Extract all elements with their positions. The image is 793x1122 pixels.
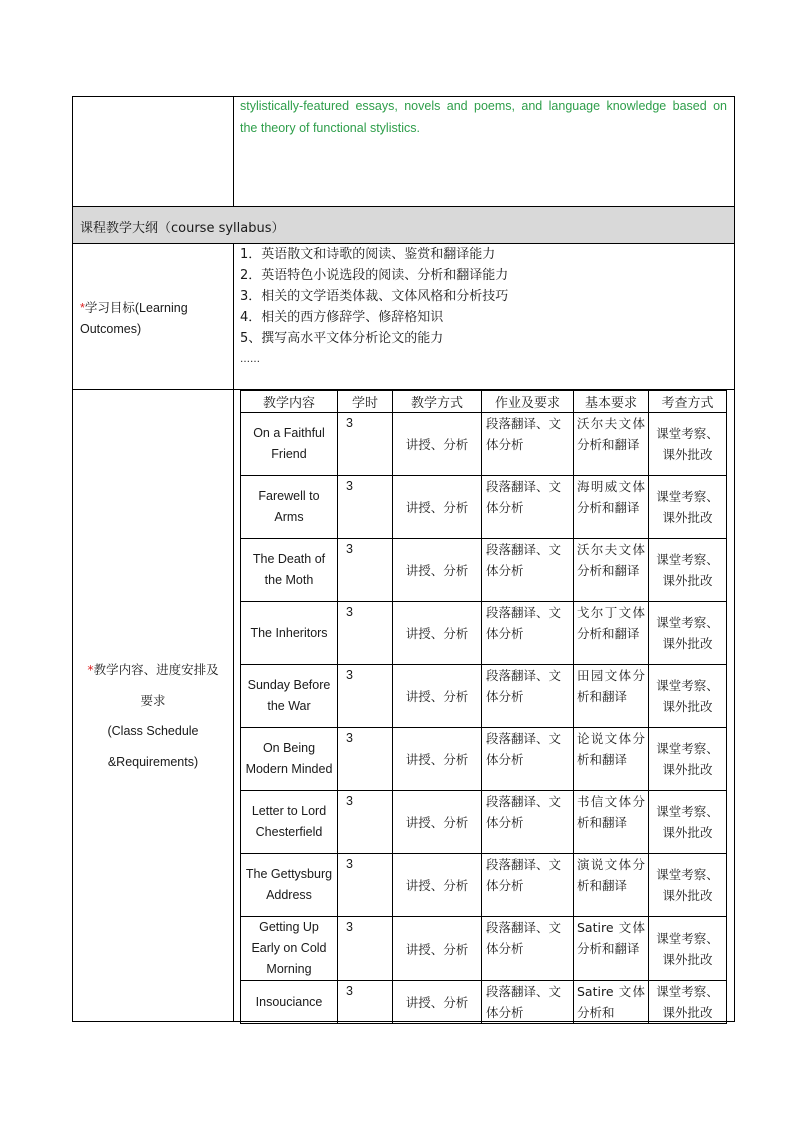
- outcomes-label: [80, 298, 188, 340]
- required-star: *: [80, 301, 85, 315]
- cell-content: Sunday Before the War: [241, 665, 338, 728]
- cell-assessment: 课堂考察、课外批改: [649, 602, 727, 665]
- cell-method: 讲授、分析: [393, 539, 482, 602]
- cell-basic: 书信文体分析和翻译: [574, 791, 649, 854]
- cell-hours: 3: [338, 539, 393, 602]
- table-row: [241, 981, 727, 1024]
- header-content: 教学内容: [241, 391, 338, 413]
- cell-basic: 戈尔丁文体分析和翻译: [574, 602, 649, 665]
- cell-method: 讲授、分析: [393, 476, 482, 539]
- table-row: [241, 602, 727, 665]
- outcomes-label-line-1: 学习目标(Learning: [84, 301, 188, 315]
- rule-col-divider-2: [233, 243, 234, 1021]
- cell-hours: 3: [338, 476, 393, 539]
- table-row: [241, 476, 727, 539]
- cell-content: Insouciance: [241, 981, 338, 1024]
- cell-hours: 3: [338, 917, 393, 981]
- outcomes-label-line-2: Outcomes): [80, 322, 142, 336]
- cell-assessment: 课堂考察、课外批改: [649, 981, 727, 1024]
- cell-homework: 段落翻译、文体分析: [482, 728, 574, 791]
- cell-hours: 3: [338, 854, 393, 917]
- cell-basic: 海明威文体分析和翻译: [574, 476, 649, 539]
- cell-assessment: 课堂考察、课外批改: [649, 476, 727, 539]
- rule-right: [734, 96, 735, 1021]
- top-description-line-1: stylistically-featured essays, novels and poems, and language knowledge based on: [240, 99, 727, 113]
- cell-basic: 沃尔夫文体分析和翻译: [574, 539, 649, 602]
- header-assessment: 考查方式: [649, 391, 727, 413]
- schedule-label-line-3: (Class Schedule: [107, 724, 199, 738]
- rule-top: [72, 96, 735, 97]
- cell-hours: 3: [338, 791, 393, 854]
- table-row: [241, 665, 727, 728]
- cell-assessment: 课堂考察、课外批改: [649, 539, 727, 602]
- cell-homework: 段落翻译、文体分析: [482, 791, 574, 854]
- header-homework: 作业及要求: [482, 391, 574, 413]
- outcome-item: ……: [240, 354, 260, 365]
- schedule-table: [240, 390, 727, 1024]
- schedule-label-line-1: 教学内容、进度安排及: [93, 662, 219, 677]
- cell-hours: 3: [338, 728, 393, 791]
- schedule-label-line-2: 要求: [140, 693, 166, 708]
- cell-method: 讲授、分析: [393, 917, 482, 981]
- schedule-header-row: [241, 391, 727, 413]
- cell-assessment: 课堂考察、课外批改: [649, 917, 727, 981]
- required-star: *: [87, 662, 94, 677]
- cell-method: 讲授、分析: [393, 665, 482, 728]
- rule-col-divider-1: [233, 96, 234, 206]
- schedule-label: [73, 654, 233, 778]
- cell-content: On Being Modern Minded: [241, 728, 338, 791]
- cell-hours: 3: [338, 602, 393, 665]
- cell-basic: Satire 文体分析和: [574, 981, 649, 1024]
- cell-content: The Gettysburg Address: [241, 854, 338, 917]
- cell-method: 讲授、分析: [393, 602, 482, 665]
- cell-method: 讲授、分析: [393, 791, 482, 854]
- cell-basic: 论说文体分析和翻译: [574, 728, 649, 791]
- outcomes-list: [240, 244, 508, 370]
- cell-assessment: 课堂考察、课外批改: [649, 413, 727, 476]
- table-row: [241, 791, 727, 854]
- cell-homework: 段落翻译、文体分析: [482, 539, 574, 602]
- table-row: [241, 728, 727, 791]
- syllabus-header: 课程教学大纲（course syllabus）: [80, 221, 285, 236]
- header-hours: 学时: [338, 391, 393, 413]
- cell-basic: 田园文体分析和翻译: [574, 665, 649, 728]
- cell-assessment: 课堂考察、课外批改: [649, 728, 727, 791]
- cell-hours: 3: [338, 413, 393, 476]
- cell-method: 讲授、分析: [393, 728, 482, 791]
- cell-basic: 沃尔夫文体分析和翻译: [574, 413, 649, 476]
- header-basic: 基本要求: [574, 391, 649, 413]
- cell-basic: 演说文体分析和翻译: [574, 854, 649, 917]
- cell-homework: 段落翻译、文体分析: [482, 476, 574, 539]
- cell-content: Getting Up Early on Cold Morning: [241, 917, 338, 981]
- cell-content: The Inheritors: [241, 602, 338, 665]
- cell-method: 讲授、分析: [393, 854, 482, 917]
- outcome-item: 1．英语散文和诗歌的阅读、鉴赏和翻译能力: [240, 247, 496, 262]
- top-description-line-2: the theory of functional stylistics.: [240, 121, 420, 135]
- outcome-item: 4．相关的西方修辞学、修辞格知识: [240, 310, 444, 325]
- cell-method: 讲授、分析: [393, 981, 482, 1024]
- cell-content: On a Faithful Friend: [241, 413, 338, 476]
- table-row: [241, 539, 727, 602]
- table-row: [241, 413, 727, 476]
- header-method: 教学方式: [393, 391, 482, 413]
- table-row: [241, 917, 727, 981]
- cell-hours: 3: [338, 981, 393, 1024]
- schedule-label-line-4: &Requirements): [107, 755, 199, 769]
- cell-homework: 段落翻译、文体分析: [482, 981, 574, 1024]
- cell-assessment: 课堂考察、课外批改: [649, 791, 727, 854]
- outcome-item: 3．相关的文学语类体裁、文体风格和分析技巧: [240, 289, 509, 304]
- outcome-item: 5、撰写高水平文体分析论文的能力: [240, 331, 444, 346]
- outcome-item: 2．英语特色小说选段的阅读、分析和翻译能力: [240, 268, 509, 283]
- cell-assessment: 课堂考察、课外批改: [649, 665, 727, 728]
- cell-assessment: 课堂考察、课外批改: [649, 854, 727, 917]
- cell-homework: 段落翻译、文体分析: [482, 602, 574, 665]
- cell-basic: Satire 文体分析和翻译: [574, 917, 649, 981]
- cell-content: The Death of the Moth: [241, 539, 338, 602]
- table-row: [241, 854, 727, 917]
- cell-homework: 段落翻译、文体分析: [482, 854, 574, 917]
- cell-content: Farewell to Arms: [241, 476, 338, 539]
- cell-method: 讲授、分析: [393, 413, 482, 476]
- cell-content: Letter to Lord Chesterfield: [241, 791, 338, 854]
- cell-homework: 段落翻译、文体分析: [482, 917, 574, 981]
- cell-homework: 段落翻译、文体分析: [482, 413, 574, 476]
- cell-homework: 段落翻译、文体分析: [482, 665, 574, 728]
- cell-hours: 3: [338, 665, 393, 728]
